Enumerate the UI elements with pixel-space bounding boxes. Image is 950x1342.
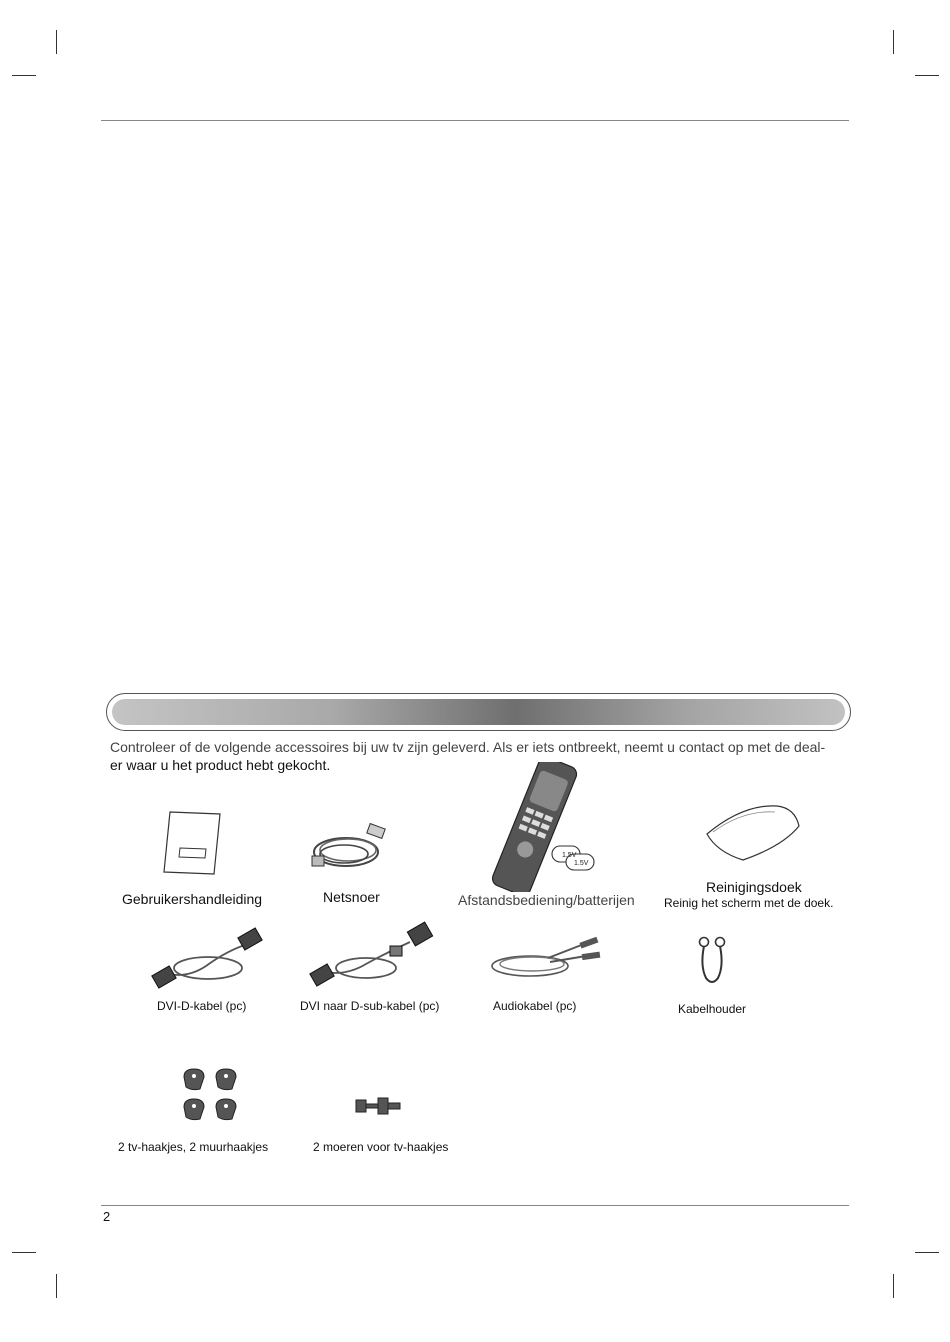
intro-line-2: er waar u het product hebt gekocht. [110,757,331,773]
remote-label: Afstandsbediening/batterijen [458,892,635,908]
manual-illustration [160,810,224,876]
battery-label: 1.5V [562,852,577,859]
cloth-note: Reinig het scherm met de doek. [664,896,834,910]
power-cord-label: Netsnoer [323,889,380,905]
audio-cable-illustration [488,934,604,986]
crop-mark [915,75,939,76]
hooks-illustration [180,1067,246,1129]
crop-mark [893,1274,894,1298]
cloth-illustration [703,802,803,864]
dvi-cable-label: DVI-D-kabel (pc) [157,999,247,1013]
crop-mark [56,1274,57,1298]
cloth-label: Reinigingsdoek [706,879,802,895]
dvi-cable-illustration [148,926,270,996]
manual-label: Gebruikershandleiding [122,891,263,907]
page-number: 2 [103,1209,111,1224]
cable-holder-label: Kabelhouder [678,1002,747,1016]
nuts-label: 2 moeren voor tv-haakjes [313,1140,449,1154]
power-cord-illustration [306,818,396,876]
header-rule [101,120,849,121]
crop-mark [12,1252,36,1253]
crop-mark [12,75,36,76]
remote-illustration [466,762,616,892]
hooks-label: 2 tv-haakjes, 2 muurhaakjes [118,1140,269,1154]
crop-mark [56,30,57,54]
dvi-dsub-cable-illustration [306,920,438,994]
footer-rule [101,1205,849,1206]
cable-holder-illustration [694,934,730,990]
dvi-dsub-cable-label: DVI naar D-sub-kabel (pc) [300,999,440,1013]
intro-line-1: Controleer of de volgende accessoires bij uw tv zijn geleverd. Als er iets ontbreekt, neemt u contact op met de deal- [110,739,826,755]
nuts-illustration [352,1094,404,1120]
section-banner [106,693,851,731]
battery-label: 1.5V [574,860,589,867]
audio-cable-label: Audiokabel (pc) [493,999,577,1013]
crop-mark [915,1252,939,1253]
crop-mark [893,30,894,54]
